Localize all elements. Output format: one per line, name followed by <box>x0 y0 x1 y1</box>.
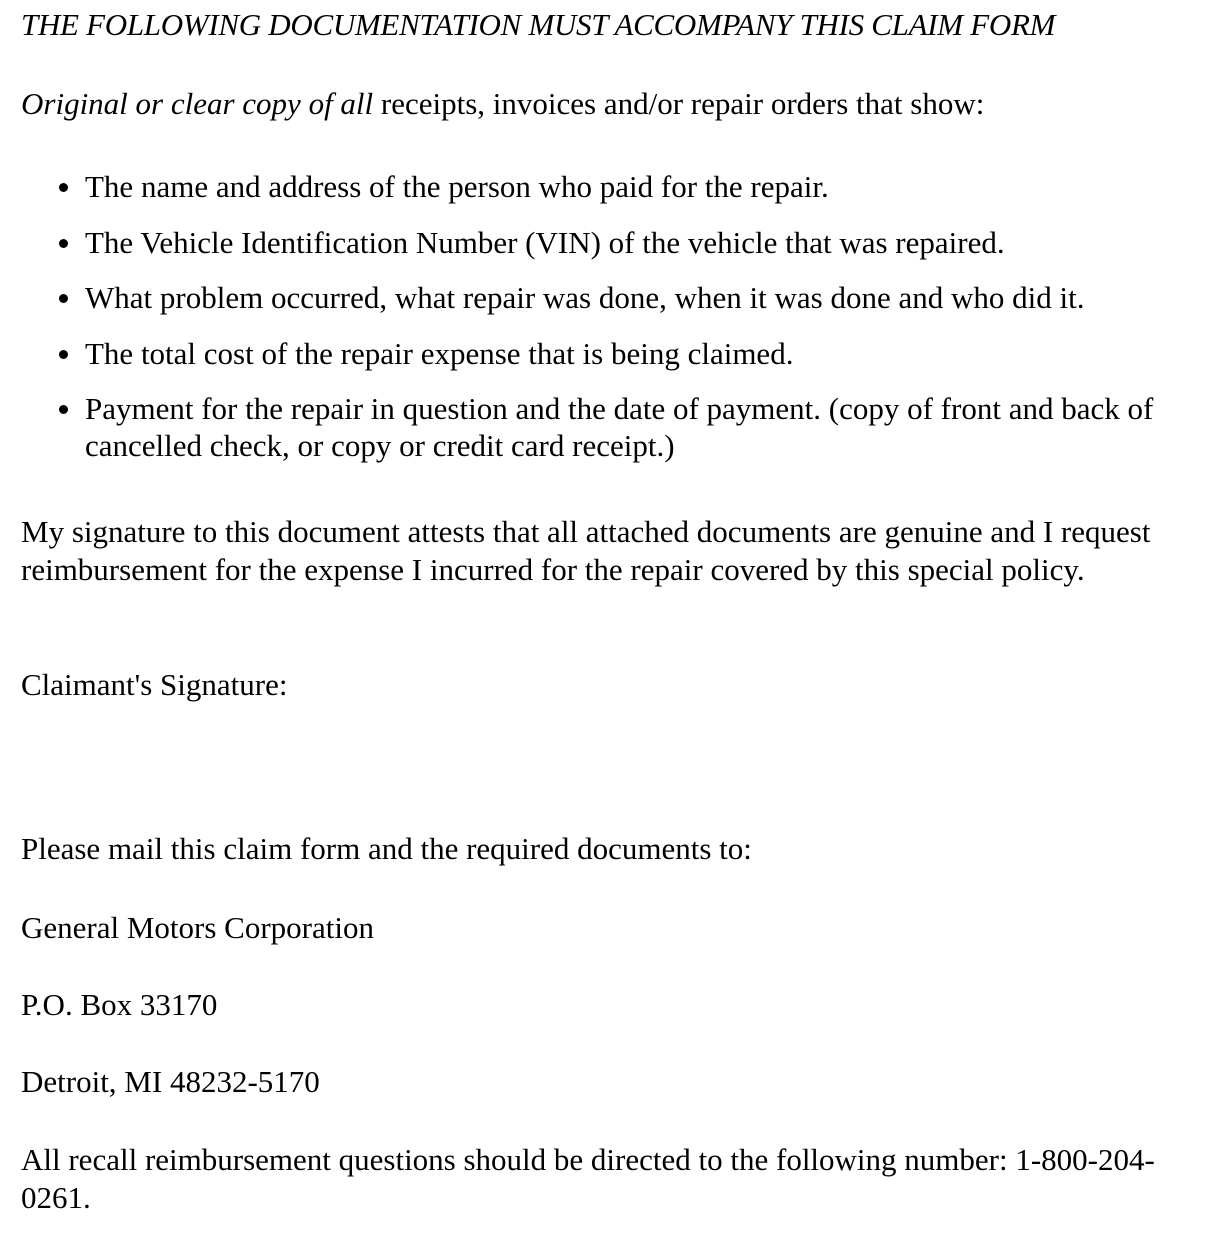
list-item <box>21 390 1201 464</box>
mail-instruction: Please mail this claim form and the required documents to: <box>21 831 752 866</box>
requirement-text: The Vehicle Identification Number (VIN) of the vehicle that was repaired. <box>85 224 1005 260</box>
requirement-text: The total cost of the repair expense that is being claimed. <box>85 335 794 371</box>
address-city-state-zip: Detroit, MI 48232-5170 <box>21 1064 320 1099</box>
bullet-icon <box>59 294 68 303</box>
address-company: General Motors Corporation <box>21 910 374 945</box>
attestation-paragraph: My signature to this document attests that all attached documents are genuine and I request reimbursement for the expense I incurred for the repair covered by this special policy. <box>21 514 1151 587</box>
documentation-heading: THE FOLLOWING DOCUMENTATION MUST ACCOMPANY THIS CLAIM FORM <box>21 7 1056 42</box>
intro-text <box>21 85 984 122</box>
requirements-list <box>21 168 1201 483</box>
requirement-text: Payment for the repair in question and the date of payment. (copy of front and back of cancelled check, or copy or credit card receipt.) <box>85 391 1154 463</box>
list-item <box>21 279 1201 316</box>
requirement-text: The name and address of the person who paid for the repair. <box>85 169 829 204</box>
intro-regular-text: receipts, invoices and/or repair orders that show: <box>373 86 985 121</box>
list-item <box>21 335 1201 372</box>
intro-italic-text: Original or clear copy of all <box>21 86 374 121</box>
bullet-icon <box>59 350 68 359</box>
bullet-icon <box>59 183 68 192</box>
bullet-icon <box>59 239 68 248</box>
requirement-text: What problem occurred, what repair was done, when it was done and who did it. <box>85 280 1085 315</box>
list-item <box>21 168 1201 205</box>
questions-note: All recall reimbursement questions should be directed to the following number: 1-800-204-0261. <box>21 1142 1155 1215</box>
claimant-signature-label: Claimant's Signature: <box>21 667 288 702</box>
address-po-box: P.O. Box 33170 <box>21 987 218 1022</box>
bullet-icon <box>59 405 68 414</box>
list-item <box>21 224 1201 261</box>
